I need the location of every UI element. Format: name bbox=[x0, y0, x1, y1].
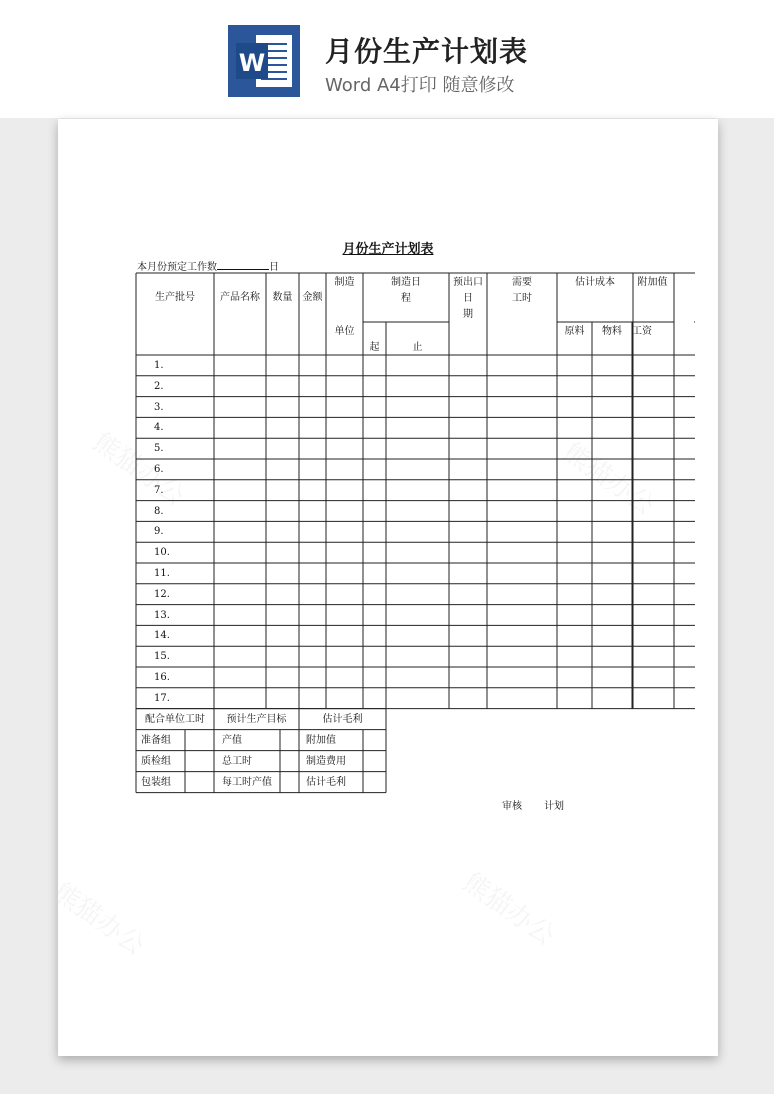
header-amount: 金额 bbox=[302, 292, 323, 303]
summary-group-label: 准备组 bbox=[141, 734, 171, 746]
summary-header-unit-hours: 配合单位工时 bbox=[145, 713, 205, 725]
header-hours-2: 工时 bbox=[512, 293, 532, 304]
summary-gross-label: 制造费用 bbox=[306, 755, 346, 767]
header-quantity: 数量 bbox=[272, 292, 293, 303]
header-schedule: 制造日 bbox=[391, 277, 421, 288]
signature-line bbox=[502, 797, 586, 812]
row-number: 2. bbox=[154, 380, 164, 392]
summary-gross-label: 附加值 bbox=[306, 734, 336, 746]
row-number: 14. bbox=[154, 630, 170, 642]
summary-header-target: 预计生产目标 bbox=[226, 713, 287, 725]
banner-title: 月份生产计划表 bbox=[325, 35, 529, 68]
row-number: 15. bbox=[154, 651, 170, 663]
summary-group-label: 包装组 bbox=[141, 776, 171, 788]
summary-gross-label: 估计毛利 bbox=[306, 776, 346, 788]
header-start: 起 bbox=[369, 342, 380, 353]
review-label: 审核 bbox=[502, 801, 522, 812]
row-number: 17. bbox=[154, 692, 170, 704]
header-maker-unit: 单位 bbox=[334, 326, 355, 337]
header-ship-date-2: 日 bbox=[463, 293, 473, 304]
header-raw-material: 原料 bbox=[564, 326, 585, 337]
row-number: 11. bbox=[154, 568, 170, 579]
logo-letter: W bbox=[238, 49, 266, 77]
plan-label: 计划 bbox=[544, 801, 564, 812]
row-number: 4. bbox=[154, 422, 164, 434]
row-number: 1. bbox=[154, 360, 164, 371]
header-hours: 需要 bbox=[512, 277, 532, 288]
summary-target-label: 产值 bbox=[222, 734, 242, 746]
header-product-name: 产品名称 bbox=[220, 292, 260, 303]
header-est-cost: 估计成本 bbox=[575, 277, 615, 288]
row-number: 6. bbox=[154, 464, 164, 475]
header-ship-date: 预出口 bbox=[453, 277, 483, 288]
banner bbox=[0, 0, 774, 118]
header-material: 物料 bbox=[602, 326, 622, 337]
header-end: 止 bbox=[412, 342, 423, 353]
workdays-label: 本月份预定工作数 bbox=[137, 262, 217, 273]
row-number: 9. bbox=[154, 526, 164, 538]
header-maker: 制造 bbox=[334, 277, 355, 288]
row-number: 8. bbox=[154, 505, 164, 517]
summary-header-gross: 估计毛利 bbox=[322, 713, 363, 725]
word-logo-icon bbox=[228, 25, 300, 97]
header-added-value: 附加值 bbox=[637, 277, 668, 288]
header-batch-number: 生产批号 bbox=[155, 292, 195, 303]
summary-target-label: 总工时 bbox=[222, 755, 252, 767]
document-page bbox=[58, 119, 718, 1056]
workdays-unit: 日 bbox=[269, 262, 279, 273]
row-number: 5. bbox=[154, 443, 164, 455]
summary-target-label: 每工时产值 bbox=[222, 776, 272, 788]
row-number: 12. bbox=[154, 588, 170, 600]
row-number: 7. bbox=[154, 484, 164, 496]
document-title: 月份生产计划表 bbox=[342, 242, 434, 257]
header-wage: 工资 bbox=[632, 326, 652, 337]
summary-group-label: 质检组 bbox=[141, 755, 171, 767]
row-number: 3. bbox=[154, 401, 164, 413]
row-number: 16. bbox=[154, 672, 170, 683]
header-ship-date-3: 期 bbox=[463, 309, 473, 320]
row-number: 10. bbox=[154, 547, 170, 559]
banner-subtitle: Word A4打印 随意修改 bbox=[325, 75, 515, 96]
row-number: 13. bbox=[154, 609, 170, 621]
header-schedule-cont: 程 bbox=[401, 293, 411, 304]
